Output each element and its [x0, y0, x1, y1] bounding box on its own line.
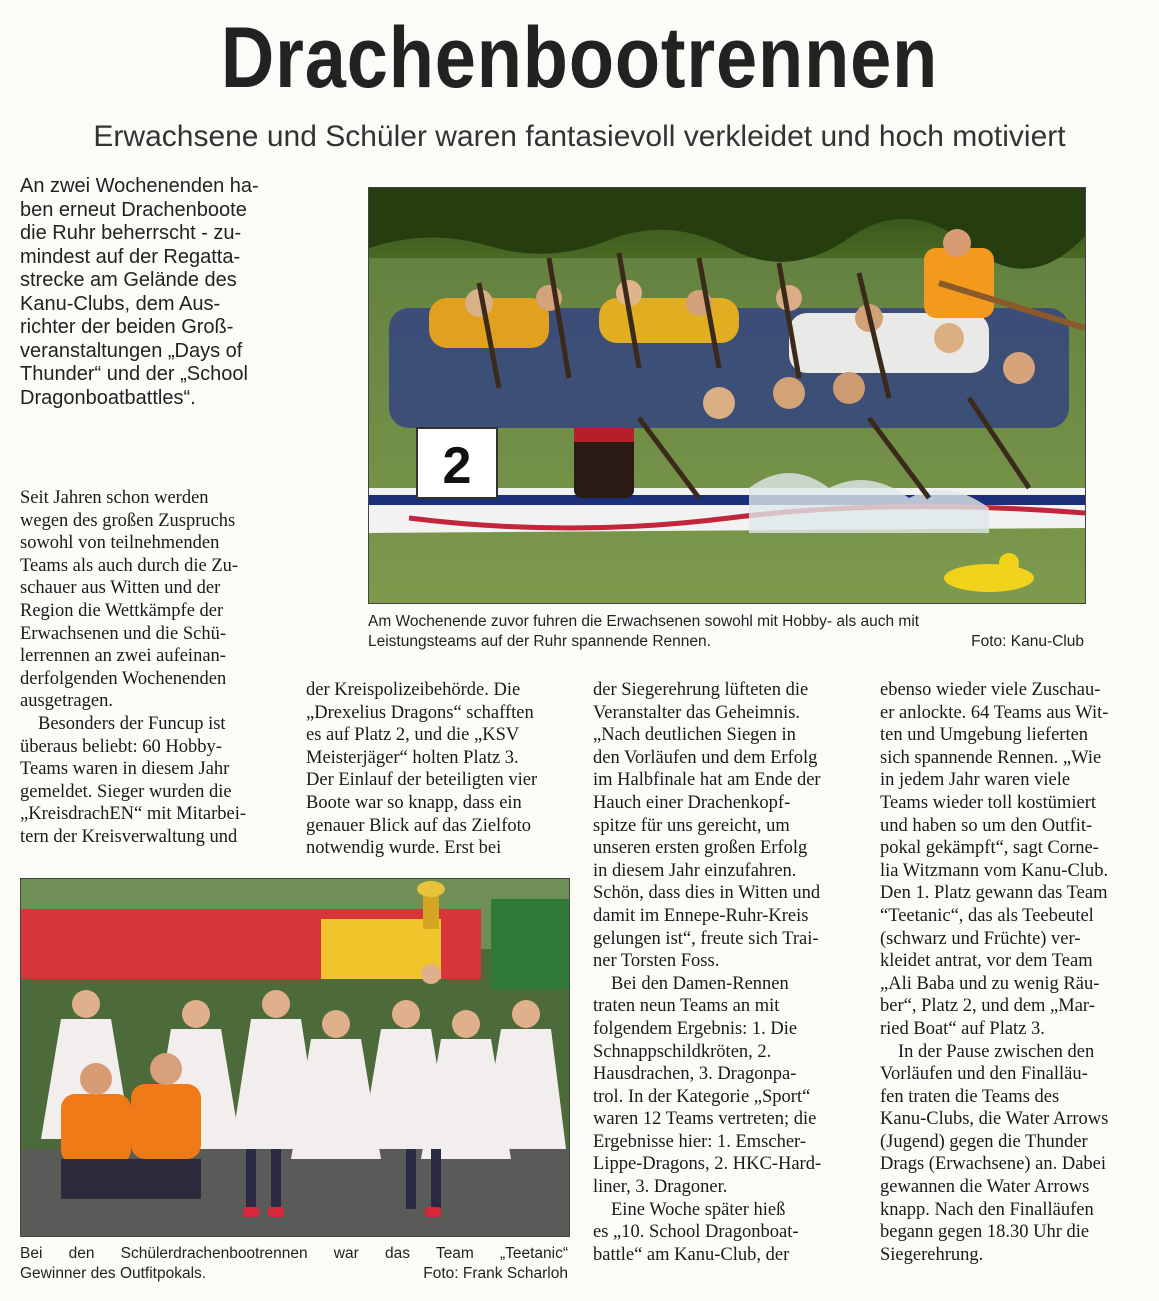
text-line: Teams als auch durch die Zu- — [20, 555, 239, 576]
lead-line: Dragonboatbattles“. — [20, 386, 196, 409]
text-line: Schön, dass dies in Witten und — [593, 883, 821, 904]
text-line: begann gegen 18.30 Uhr die — [880, 1222, 1090, 1243]
text-line: in jedem Jahr waren viele — [880, 770, 1071, 791]
text-line: schauer aus Witten und der — [20, 578, 221, 599]
text-line: Ergebnisse hier: 1. Emscher- — [593, 1131, 807, 1152]
boat-number-plate: 2 — [442, 437, 472, 495]
text-line: Bei den Damen-Rennen — [611, 973, 789, 994]
text-line: gemeldet. Sieger wurden die — [20, 781, 232, 802]
photo1-caption-line: Am Wochenende zuvor fuhren die Erwachsenen sowohl mit Hobby- als auch mit — [368, 613, 920, 630]
text-line: Drags (Erwachsene) an. Dabei — [880, 1154, 1107, 1175]
text-line: Erwachsenen und die Schü- — [20, 623, 227, 644]
text-line: damit im Ennepe-Ruhr-Kreis — [593, 905, 809, 926]
school-photo-illustration — [21, 879, 569, 1236]
photo1-caption-row — [368, 632, 1084, 652]
lead-line: veranstaltungen „Days of — [20, 339, 243, 362]
text-line: Boote war so knapp, dass ein — [306, 792, 522, 813]
text-line: sich spannende Rennen. „Wie — [880, 747, 1102, 768]
text-line: Vorläufen und den Finalläu- — [880, 1064, 1088, 1085]
school-team-photo — [20, 878, 570, 1237]
text-line: „Nach deutlichen Siegen in — [593, 725, 796, 746]
text-line: sowohl von teilnehmenden — [20, 533, 220, 554]
text-line: Schnappschildkröten, 2. — [593, 1041, 772, 1062]
text-line: In der Pause zwischen den — [898, 1041, 1095, 1062]
text-line: Veranstalter das Geheimnis. — [593, 702, 801, 723]
lead-line: richter der beiden Groß- — [20, 316, 234, 338]
lead-line: die Ruhr beherrscht - zu- — [20, 222, 242, 244]
text-line: Teams wieder toll kostümiert — [880, 792, 1097, 813]
text-line: gewannen die Water Arrows — [880, 1177, 1090, 1198]
text-line: ausgetragen. — [20, 691, 113, 712]
column-2 — [306, 679, 581, 860]
text-line: derfolgenden Wochenenden — [20, 668, 227, 689]
lead-line: An zwei Wochenenden ha- — [20, 175, 259, 197]
text-line: kleidet antrat, vor dem Team — [880, 951, 1093, 972]
text-line: spitze für uns gereicht, um — [593, 815, 790, 836]
text-line: liner, 3. Dragoner. — [593, 1177, 728, 1198]
text-line: ebenso wieder viele Zuschau- — [880, 680, 1101, 700]
lead-paragraph — [20, 175, 350, 410]
photo2-credit: Foto: Frank Scharloh — [423, 1264, 568, 1282]
text-line: Meisterjäger“ holten Platz 3. — [306, 747, 519, 768]
text-line: (Jugend) gegen die Thunder — [880, 1131, 1088, 1152]
text-line: tern der Kreisverwaltung und — [20, 826, 238, 847]
race-photo-illustration — [369, 188, 1085, 603]
text-line: Der Einlauf der beteiligten vier — [306, 770, 538, 791]
lead-line: strecke am Gelände des — [20, 269, 237, 291]
text-line: ried Boat“ auf Platz 3. — [880, 1018, 1045, 1039]
text-line: folgendem Ergebnis: 1. Die — [593, 1018, 798, 1039]
text-line: und haben so um den Outfit- — [880, 815, 1093, 836]
photo2-caption — [20, 1244, 568, 1283]
text-line: der Kreispolizeibehörde. Die — [306, 680, 521, 700]
text-line: (schwarz und Früchte) ver- — [880, 928, 1081, 949]
dragonboat-race-photo — [368, 187, 1086, 604]
text-line: in diesem Jahr einzufahren. — [593, 860, 797, 881]
text-line: ber“, Platz 2, und dem „Mar- — [880, 996, 1095, 1017]
text-line: Region die Wettkämpfe der — [20, 600, 224, 621]
column-3 — [593, 679, 868, 1266]
text-line: Seit Jahren schon werden — [20, 488, 209, 508]
lead-line: Kanu-Clubs, dem Aus- — [20, 292, 221, 315]
text-line: Den 1. Platz gewann das Team — [880, 883, 1108, 904]
text-line: Teams waren in diesem Jahr — [20, 759, 230, 780]
text-line: Siegerehrung. — [880, 1244, 984, 1265]
text-line: genauer Blick auf das Zielfoto — [306, 815, 531, 836]
lead-line: mindest auf der Regatta- — [20, 245, 241, 268]
column-1 — [20, 487, 295, 849]
text-line: Hauch einer Drachenkopf- — [593, 792, 791, 813]
text-line: lerrennen an zwei aufeinan- — [20, 646, 226, 667]
text-line: unseren ersten großen Erfolg — [593, 838, 808, 859]
text-line: Eine Woche später hieß — [611, 1199, 786, 1220]
text-line: “Teetanic“, das als Teebeutel — [880, 905, 1094, 926]
text-line: pokal gekämpft“, sagt Corne- — [880, 838, 1099, 859]
lead-line: Thunder“ und der „School — [20, 363, 248, 385]
lead-line: ben erneut Drachenboote — [20, 198, 247, 221]
photo2-caption-row — [20, 1264, 568, 1284]
text-line: es auf Platz 2, und die „KSV — [306, 725, 520, 746]
text-line: fen traten die Teams des — [880, 1086, 1060, 1107]
text-line: es „10. School Dragonboat- — [593, 1222, 799, 1243]
photo2-caption-line: Bei den Schülerdrachenbootrennen war das Team „Teetanic“ — [20, 1245, 568, 1262]
text-line: „KreisdrachEN“ mit Mitarbei- — [20, 804, 247, 825]
text-line: Besonders der Funcup ist — [38, 713, 226, 734]
text-line: ten und Umgebung lieferten — [880, 725, 1089, 746]
text-line: „Ali Baba und zu wenig Räu- — [880, 973, 1100, 994]
text-line: Lippe-Dragons, 2. HKC-Hard- — [593, 1154, 822, 1175]
photo1-caption-line: Leistungsteams auf der Ruhr spannende Rennen. — [368, 632, 711, 650]
text-line: wegen des großen Zuspruchs — [20, 510, 236, 531]
text-line: gelungen ist“, freute sich Trai- — [593, 928, 819, 949]
text-line: der Siegerehrung lüfteten die — [593, 680, 809, 700]
text-line: trol. In der Kategorie „Sport“ — [593, 1086, 811, 1107]
text-line: ner Torsten Foss. — [593, 951, 720, 972]
headline: Drachenbootrennen — [220, 10, 939, 106]
photo2-caption-line: Gewinner des Outfitpokals. — [20, 1264, 207, 1282]
text-line: er anlockte. 64 Teams aus Wit- — [880, 702, 1109, 723]
text-line: battle“ am Kanu-Club, der — [593, 1244, 790, 1265]
text-line: lia Witzmann vom Kanu-Club. — [880, 860, 1109, 881]
text-line: notwendig wurde. Erst bei — [306, 838, 502, 859]
photo1-caption — [368, 612, 1084, 651]
text-line: waren 12 Teams vertreten; die — [593, 1109, 817, 1130]
text-line: Kanu-Clubs, die Water Arrows — [880, 1109, 1109, 1130]
text-line: überaus beliebt: 60 Hobby- — [20, 736, 222, 757]
text-line: knapp. Nach den Finalläufen — [880, 1199, 1094, 1220]
text-line: Hausdrachen, 3. Dragonpa- — [593, 1064, 797, 1085]
photo1-credit: Foto: Kanu-Club — [971, 632, 1084, 650]
subheadline: Erwachsene und Schüler waren fantasievoll verkleidet und hoch motiviert — [93, 120, 1066, 153]
text-line: den Vorläufen und dem Erfolg — [593, 747, 818, 768]
text-line: „Drexelius Dragons“ schafften — [306, 702, 534, 723]
text-line: im Halbfinale hat am Ende der — [593, 770, 821, 791]
column-4 — [880, 679, 1155, 1266]
text-line: traten neun Teams an mit — [593, 996, 780, 1017]
